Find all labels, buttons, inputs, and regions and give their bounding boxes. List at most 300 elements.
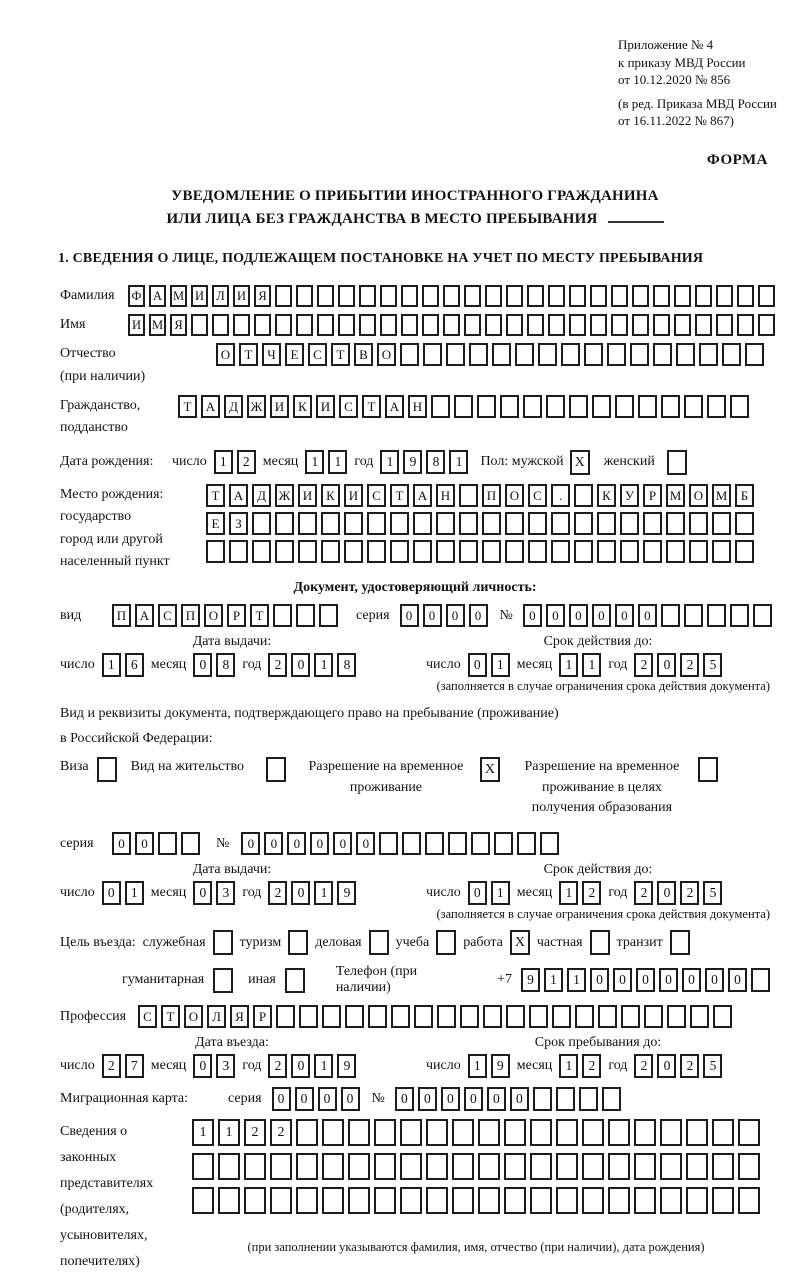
char-box[interactable] xyxy=(422,285,439,307)
char-box[interactable] xyxy=(590,285,607,307)
char-box[interactable] xyxy=(181,832,200,855)
char-box[interactable]: Т xyxy=(206,484,225,507)
char-box[interactable] xyxy=(464,285,481,307)
char-box[interactable]: . xyxy=(551,484,570,507)
char-box[interactable] xyxy=(436,512,455,535)
char-box[interactable] xyxy=(459,540,478,563)
char-box[interactable] xyxy=(758,314,775,336)
char-box[interactable] xyxy=(643,540,662,563)
char-box[interactable]: 0 xyxy=(193,653,212,677)
char-box[interactable]: 8 xyxy=(426,450,445,474)
char-box[interactable] xyxy=(737,285,754,307)
char-box[interactable] xyxy=(192,1187,214,1214)
char-box[interactable] xyxy=(582,1119,604,1146)
char-box[interactable]: К xyxy=(597,484,616,507)
char-box[interactable] xyxy=(551,540,570,563)
doc-number-input[interactable] xyxy=(523,604,772,627)
char-box[interactable] xyxy=(452,1153,474,1180)
char-box[interactable] xyxy=(674,285,691,307)
residence-issue-month-input[interactable] xyxy=(193,881,235,905)
char-box[interactable] xyxy=(401,314,418,336)
char-box[interactable] xyxy=(660,1187,682,1214)
char-box[interactable] xyxy=(608,1119,630,1146)
temp-residence-education-checkbox[interactable] xyxy=(698,757,718,782)
char-box[interactable] xyxy=(730,604,749,627)
residence-valid-day-input[interactable] xyxy=(468,881,510,905)
char-box[interactable] xyxy=(296,1153,318,1180)
char-box[interactable]: И xyxy=(191,285,208,307)
char-box[interactable] xyxy=(758,285,775,307)
char-box[interactable] xyxy=(482,512,501,535)
char-box[interactable]: К xyxy=(293,395,312,418)
char-box[interactable]: И xyxy=(316,395,335,418)
char-box[interactable] xyxy=(506,1005,525,1028)
char-box[interactable]: 0 xyxy=(441,1087,460,1111)
char-box[interactable] xyxy=(275,540,294,563)
char-box[interactable] xyxy=(699,343,718,366)
char-box[interactable] xyxy=(252,540,271,563)
char-box[interactable]: А xyxy=(201,395,220,418)
char-box[interactable] xyxy=(686,1187,708,1214)
char-box[interactable] xyxy=(380,314,397,336)
char-box[interactable] xyxy=(298,540,317,563)
char-box[interactable] xyxy=(551,512,570,535)
char-box[interactable] xyxy=(500,395,519,418)
char-box[interactable]: 0 xyxy=(193,1054,212,1078)
purpose-transit-checkbox[interactable] xyxy=(670,930,690,955)
char-box[interactable] xyxy=(158,832,177,855)
identity-issue-month-input[interactable] xyxy=(193,653,235,677)
char-box[interactable] xyxy=(574,484,593,507)
char-box[interactable] xyxy=(621,1005,640,1028)
char-box[interactable]: Т xyxy=(161,1005,180,1028)
char-box[interactable] xyxy=(735,512,754,535)
char-box[interactable]: 0 xyxy=(705,968,724,992)
purpose-other-checkbox[interactable] xyxy=(285,968,305,993)
char-box[interactable]: Т xyxy=(239,343,258,366)
char-box[interactable]: 1 xyxy=(214,450,233,474)
char-box[interactable] xyxy=(738,1187,760,1214)
char-box[interactable] xyxy=(426,1187,448,1214)
char-box[interactable]: 0 xyxy=(569,604,588,627)
char-box[interactable]: 0 xyxy=(287,832,306,855)
char-box[interactable]: А xyxy=(135,604,154,627)
char-box[interactable] xyxy=(374,1153,396,1180)
char-box[interactable]: 1 xyxy=(314,653,333,677)
char-box[interactable] xyxy=(471,832,490,855)
char-box[interactable] xyxy=(401,285,418,307)
sex-female-checkbox[interactable] xyxy=(667,450,687,475)
residence-permit-checkbox[interactable] xyxy=(266,757,286,782)
char-box[interactable] xyxy=(359,314,376,336)
char-box[interactable]: 0 xyxy=(657,881,676,905)
char-box[interactable]: Б xyxy=(735,484,754,507)
char-box[interactable]: 9 xyxy=(337,881,356,905)
char-box[interactable] xyxy=(556,1187,578,1214)
char-box[interactable] xyxy=(344,540,363,563)
char-box[interactable] xyxy=(713,1005,732,1028)
char-box[interactable] xyxy=(556,1087,575,1111)
char-box[interactable]: 1 xyxy=(305,450,324,474)
char-box[interactable]: 1 xyxy=(491,881,510,905)
char-box[interactable] xyxy=(548,285,565,307)
char-box[interactable]: 0 xyxy=(341,1087,360,1111)
char-box[interactable] xyxy=(322,1119,344,1146)
char-box[interactable] xyxy=(321,540,340,563)
char-box[interactable] xyxy=(632,285,649,307)
char-box[interactable]: 6 xyxy=(125,653,144,677)
char-box[interactable] xyxy=(707,604,726,627)
char-box[interactable] xyxy=(620,540,639,563)
char-box[interactable] xyxy=(482,540,501,563)
char-box[interactable]: 2 xyxy=(582,881,601,905)
char-box[interactable] xyxy=(390,540,409,563)
char-box[interactable]: 0 xyxy=(423,604,442,627)
char-box[interactable] xyxy=(296,285,313,307)
char-box[interactable]: 0 xyxy=(657,1054,676,1078)
given-name-input[interactable] xyxy=(128,314,775,336)
char-box[interactable]: 2 xyxy=(268,881,287,905)
representatives-row2-input[interactable] xyxy=(192,1153,760,1180)
char-box[interactable]: 0 xyxy=(464,1087,483,1111)
char-box[interactable]: Д xyxy=(252,484,271,507)
char-box[interactable] xyxy=(738,1119,760,1146)
char-box[interactable]: О xyxy=(505,484,524,507)
char-box[interactable]: А xyxy=(229,484,248,507)
char-box[interactable] xyxy=(530,1187,552,1214)
char-box[interactable] xyxy=(345,1005,364,1028)
char-box[interactable]: 0 xyxy=(241,832,260,855)
char-box[interactable] xyxy=(317,285,334,307)
char-box[interactable] xyxy=(529,1005,548,1028)
char-box[interactable] xyxy=(661,395,680,418)
char-box[interactable] xyxy=(579,1087,598,1111)
birth-day-input[interactable] xyxy=(214,450,256,474)
char-box[interactable]: К xyxy=(321,484,340,507)
char-box[interactable] xyxy=(644,1005,663,1028)
char-box[interactable] xyxy=(582,1153,604,1180)
char-box[interactable] xyxy=(538,343,557,366)
char-box[interactable]: 0 xyxy=(657,653,676,677)
char-box[interactable] xyxy=(380,285,397,307)
char-box[interactable] xyxy=(722,343,741,366)
char-box[interactable] xyxy=(244,1187,266,1214)
char-box[interactable]: 1 xyxy=(559,1054,578,1078)
char-box[interactable] xyxy=(296,1187,318,1214)
char-box[interactable]: 2 xyxy=(582,1054,601,1078)
char-box[interactable]: М xyxy=(149,314,166,336)
char-box[interactable] xyxy=(367,540,386,563)
char-box[interactable]: Ж xyxy=(247,395,266,418)
char-box[interactable] xyxy=(660,1119,682,1146)
char-box[interactable] xyxy=(367,512,386,535)
char-box[interactable] xyxy=(730,395,749,418)
visa-checkbox[interactable] xyxy=(97,757,117,782)
char-box[interactable]: Р xyxy=(253,1005,272,1028)
char-box[interactable] xyxy=(505,540,524,563)
char-box[interactable]: 1 xyxy=(314,1054,333,1078)
char-box[interactable] xyxy=(660,1153,682,1180)
char-box[interactable] xyxy=(607,343,626,366)
char-box[interactable] xyxy=(478,1119,500,1146)
char-box[interactable]: 0 xyxy=(264,832,283,855)
char-box[interactable]: 2 xyxy=(244,1119,266,1146)
migration-number-input[interactable] xyxy=(395,1087,621,1111)
char-box[interactable]: 0 xyxy=(318,1087,337,1111)
char-box[interactable]: 1 xyxy=(559,653,578,677)
char-box[interactable] xyxy=(452,1187,474,1214)
char-box[interactable] xyxy=(653,314,670,336)
char-box[interactable] xyxy=(437,1005,456,1028)
char-box[interactable] xyxy=(212,314,229,336)
sex-male-checkbox[interactable]: X xyxy=(570,450,590,475)
char-box[interactable] xyxy=(296,604,315,627)
surname-input[interactable] xyxy=(128,285,775,307)
char-box[interactable]: С xyxy=(308,343,327,366)
char-box[interactable]: Д xyxy=(224,395,243,418)
char-box[interactable] xyxy=(597,512,616,535)
char-box[interactable] xyxy=(634,1187,656,1214)
char-box[interactable]: М xyxy=(170,285,187,307)
purpose-tourism-checkbox[interactable] xyxy=(288,930,308,955)
char-box[interactable] xyxy=(317,314,334,336)
char-box[interactable] xyxy=(400,1153,422,1180)
char-box[interactable]: 0 xyxy=(682,968,701,992)
char-box[interactable] xyxy=(505,512,524,535)
char-box[interactable] xyxy=(298,512,317,535)
char-box[interactable] xyxy=(751,968,770,992)
entry-month-input[interactable] xyxy=(193,1054,235,1078)
char-box[interactable]: С xyxy=(528,484,547,507)
char-box[interactable] xyxy=(643,512,662,535)
char-box[interactable] xyxy=(506,285,523,307)
char-box[interactable] xyxy=(569,314,586,336)
purpose-private-checkbox[interactable] xyxy=(590,930,610,955)
char-box[interactable]: Р xyxy=(643,484,662,507)
purpose-humanitarian-checkbox[interactable] xyxy=(213,968,233,993)
char-box[interactable] xyxy=(738,1153,760,1180)
char-box[interactable] xyxy=(338,285,355,307)
doc-type-input[interactable] xyxy=(112,604,338,627)
char-box[interactable] xyxy=(561,343,580,366)
char-box[interactable]: У xyxy=(620,484,639,507)
char-box[interactable] xyxy=(716,314,733,336)
profession-input[interactable] xyxy=(138,1005,732,1028)
char-box[interactable] xyxy=(504,1119,526,1146)
char-box[interactable]: 3 xyxy=(216,1054,235,1078)
representatives-row1-input[interactable] xyxy=(192,1119,760,1146)
char-box[interactable]: В xyxy=(354,343,373,366)
char-box[interactable] xyxy=(454,395,473,418)
char-box[interactable] xyxy=(374,1119,396,1146)
birth-month-input[interactable] xyxy=(305,450,347,474)
char-box[interactable] xyxy=(322,1005,341,1028)
char-box[interactable] xyxy=(695,314,712,336)
identity-issue-year-input[interactable] xyxy=(268,653,356,677)
char-box[interactable] xyxy=(426,1153,448,1180)
char-box[interactable]: О xyxy=(204,604,223,627)
char-box[interactable] xyxy=(745,343,764,366)
char-box[interactable] xyxy=(653,285,670,307)
char-box[interactable] xyxy=(270,1187,292,1214)
char-box[interactable] xyxy=(413,540,432,563)
char-box[interactable] xyxy=(653,343,672,366)
char-box[interactable] xyxy=(446,343,465,366)
char-box[interactable] xyxy=(413,512,432,535)
char-box[interactable]: И xyxy=(344,484,363,507)
char-box[interactable]: 1 xyxy=(192,1119,214,1146)
char-box[interactable]: 0 xyxy=(356,832,375,855)
residence-issue-day-input[interactable] xyxy=(102,881,144,905)
char-box[interactable] xyxy=(712,512,731,535)
char-box[interactable] xyxy=(638,395,657,418)
char-box[interactable] xyxy=(689,540,708,563)
char-box[interactable]: 2 xyxy=(680,1054,699,1078)
char-box[interactable] xyxy=(233,314,250,336)
char-box[interactable] xyxy=(707,395,726,418)
char-box[interactable] xyxy=(191,314,208,336)
char-box[interactable] xyxy=(528,540,547,563)
stay-day-input[interactable] xyxy=(468,1054,510,1078)
char-box[interactable] xyxy=(506,314,523,336)
char-box[interactable]: 5 xyxy=(703,1054,722,1078)
char-box[interactable] xyxy=(620,512,639,535)
char-box[interactable]: С xyxy=(158,604,177,627)
char-box[interactable] xyxy=(485,285,502,307)
char-box[interactable] xyxy=(400,1119,422,1146)
char-box[interactable]: 0 xyxy=(295,1087,314,1111)
char-box[interactable] xyxy=(321,512,340,535)
char-box[interactable]: 2 xyxy=(634,1054,653,1078)
char-box[interactable] xyxy=(598,1005,617,1028)
residence-valid-year-input[interactable] xyxy=(634,881,722,905)
char-box[interactable] xyxy=(666,540,685,563)
char-box[interactable]: 0 xyxy=(135,832,154,855)
char-box[interactable]: О xyxy=(216,343,235,366)
char-box[interactable] xyxy=(400,343,419,366)
char-box[interactable] xyxy=(464,314,481,336)
char-box[interactable] xyxy=(667,1005,686,1028)
char-box[interactable] xyxy=(753,604,772,627)
char-box[interactable] xyxy=(218,1153,240,1180)
char-box[interactable] xyxy=(661,604,680,627)
char-box[interactable] xyxy=(478,1153,500,1180)
purpose-work-checkbox[interactable]: X xyxy=(510,930,530,955)
char-box[interactable]: 1 xyxy=(491,653,510,677)
char-box[interactable] xyxy=(712,1119,734,1146)
char-box[interactable]: 1 xyxy=(125,881,144,905)
char-box[interactable]: О xyxy=(689,484,708,507)
char-box[interactable] xyxy=(546,395,565,418)
char-box[interactable]: Т xyxy=(178,395,197,418)
char-box[interactable]: П xyxy=(482,484,501,507)
char-box[interactable]: 7 xyxy=(125,1054,144,1078)
char-box[interactable]: 2 xyxy=(268,653,287,677)
char-box[interactable] xyxy=(402,832,421,855)
purpose-official-checkbox[interactable] xyxy=(213,930,233,955)
citizenship-input[interactable] xyxy=(178,395,749,418)
char-box[interactable] xyxy=(674,314,691,336)
patronymic-input[interactable] xyxy=(216,343,764,366)
char-box[interactable]: 0 xyxy=(636,968,655,992)
char-box[interactable]: Е xyxy=(285,343,304,366)
char-box[interactable]: Р xyxy=(227,604,246,627)
char-box[interactable] xyxy=(666,512,685,535)
identity-issue-day-input[interactable] xyxy=(102,653,144,677)
char-box[interactable] xyxy=(448,832,467,855)
char-box[interactable] xyxy=(689,512,708,535)
char-box[interactable]: 8 xyxy=(216,653,235,677)
char-box[interactable]: О xyxy=(184,1005,203,1028)
char-box[interactable] xyxy=(556,1119,578,1146)
char-box[interactable] xyxy=(452,1119,474,1146)
char-box[interactable] xyxy=(712,540,731,563)
char-box[interactable] xyxy=(695,285,712,307)
char-box[interactable] xyxy=(712,1153,734,1180)
stay-month-input[interactable] xyxy=(559,1054,601,1078)
char-box[interactable] xyxy=(469,343,488,366)
char-box[interactable]: 0 xyxy=(112,832,131,855)
char-box[interactable]: Н xyxy=(436,484,455,507)
char-box[interactable]: 0 xyxy=(487,1087,506,1111)
char-box[interactable]: Е xyxy=(206,512,225,535)
char-box[interactable]: 0 xyxy=(638,604,657,627)
char-box[interactable] xyxy=(737,314,754,336)
char-box[interactable]: 0 xyxy=(400,604,419,627)
char-box[interactable] xyxy=(492,343,511,366)
char-box[interactable] xyxy=(597,540,616,563)
char-box[interactable]: 2 xyxy=(237,450,256,474)
char-box[interactable]: 1 xyxy=(449,450,468,474)
char-box[interactable]: 0 xyxy=(590,968,609,992)
char-box[interactable] xyxy=(319,604,338,627)
char-box[interactable] xyxy=(460,1005,479,1028)
char-box[interactable] xyxy=(218,1187,240,1214)
char-box[interactable]: 1 xyxy=(328,450,347,474)
char-box[interactable] xyxy=(552,1005,571,1028)
char-box[interactable] xyxy=(608,1153,630,1180)
char-box[interactable] xyxy=(252,512,271,535)
migration-series-input[interactable] xyxy=(272,1087,360,1111)
char-box[interactable] xyxy=(528,512,547,535)
char-box[interactable]: 0 xyxy=(510,1087,529,1111)
char-box[interactable]: 9 xyxy=(337,1054,356,1078)
purpose-study-checkbox[interactable] xyxy=(436,930,456,955)
char-box[interactable]: 1 xyxy=(544,968,563,992)
char-box[interactable]: 2 xyxy=(634,653,653,677)
char-box[interactable] xyxy=(716,285,733,307)
char-box[interactable]: 0 xyxy=(613,968,632,992)
char-box[interactable] xyxy=(296,1119,318,1146)
char-box[interactable]: П xyxy=(112,604,131,627)
birth-place-row2-input[interactable] xyxy=(206,512,754,535)
char-box[interactable]: 0 xyxy=(310,832,329,855)
char-box[interactable]: Ж xyxy=(275,484,294,507)
char-box[interactable]: 0 xyxy=(193,881,212,905)
char-box[interactable]: 0 xyxy=(615,604,634,627)
char-box[interactable] xyxy=(485,314,502,336)
char-box[interactable] xyxy=(273,604,292,627)
char-box[interactable]: 0 xyxy=(728,968,747,992)
char-box[interactable] xyxy=(575,1005,594,1028)
char-box[interactable]: 0 xyxy=(446,604,465,627)
char-box[interactable]: 1 xyxy=(567,968,586,992)
char-box[interactable]: Т xyxy=(390,484,409,507)
char-box[interactable] xyxy=(254,314,271,336)
purpose-business-checkbox[interactable] xyxy=(369,930,389,955)
residence-valid-month-input[interactable] xyxy=(559,881,601,905)
char-box[interactable] xyxy=(391,1005,410,1028)
